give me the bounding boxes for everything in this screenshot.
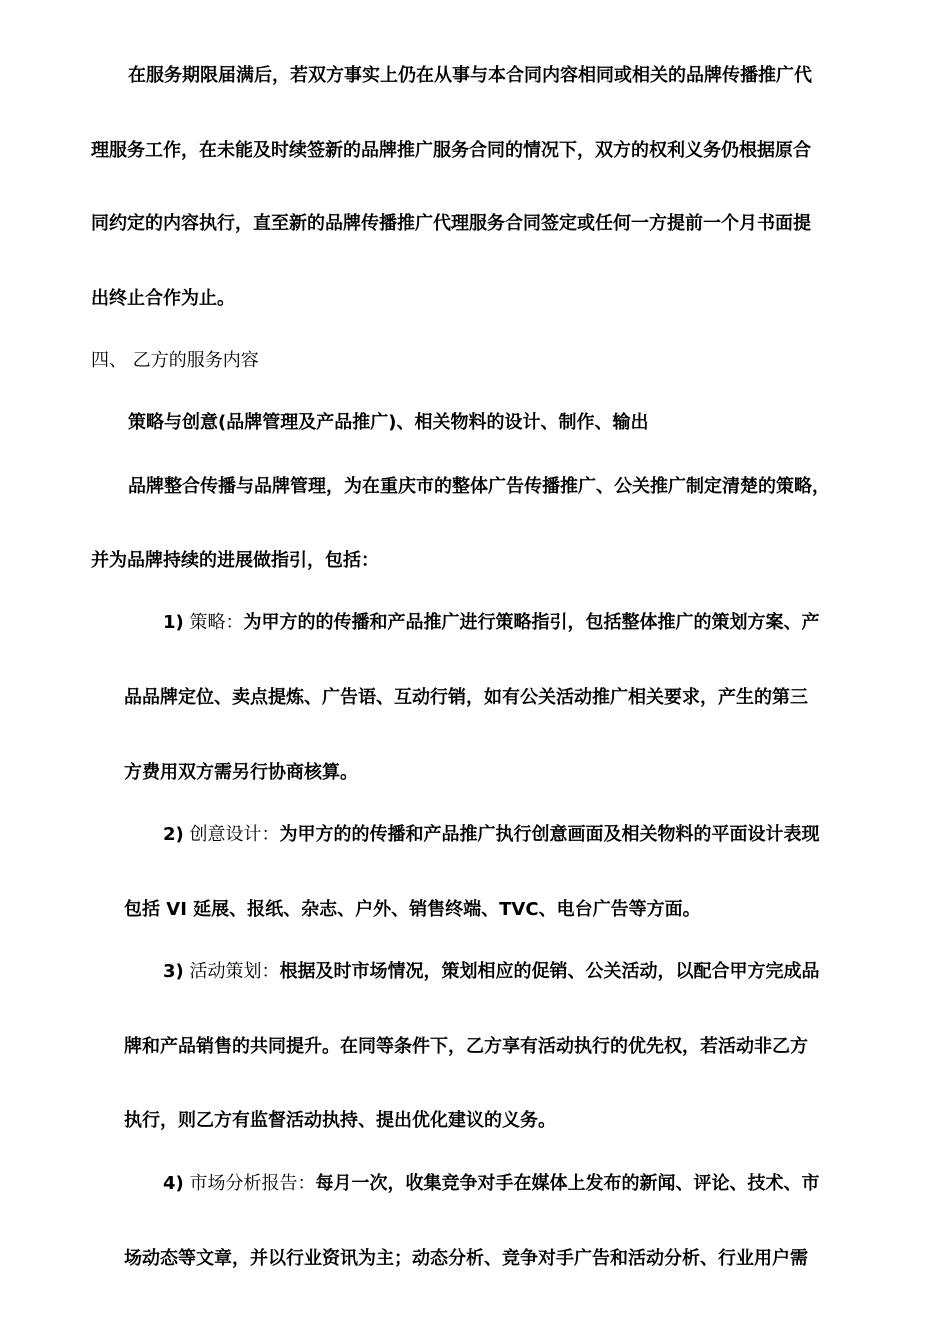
- item-number: 1): [163, 612, 184, 633]
- item-number: 3): [163, 961, 184, 982]
- item-number: 2): [163, 824, 184, 845]
- item-number: 4): [163, 1173, 184, 1194]
- list-item-first-line: [163, 1173, 820, 1195]
- item-text: 执行，则乙方有监督活动执持、提出优化建议的义务。: [124, 1110, 556, 1131]
- intro-line: 并为品牌持续的进展做指引，包括：: [91, 550, 379, 571]
- paragraph-line: 在服务期限届满后，若双方事实上仍在从事与本合同内容相同或相关的品牌传播推广代: [128, 65, 812, 86]
- item-text: 根据及时市场情况，策划相应的促销、公关活动，以配合甲方完成品: [279, 961, 820, 982]
- paragraph-line: 出终止合作为止。: [91, 288, 235, 309]
- item-text: 方费用双方需另行协商核算。: [124, 762, 358, 783]
- item-text: 品品牌定位、卖点提炼、广告语、互动行销，如有公关活动推广相关要求，产生的第三: [124, 687, 808, 708]
- item-text: 场动态等文章，并以行业资讯为主；动态分析、竞争对手广告和活动分析、行业用户需: [124, 1248, 808, 1269]
- item-text: 包括 VI 延展、报纸、杂志、户外、销售终端、TVC、电台广告等方面。: [124, 899, 701, 920]
- item-label: 活动策划：: [189, 961, 280, 982]
- section-heading: 四、 乙方的服务内容: [91, 350, 259, 371]
- paragraph-line: 同约定的内容执行，直至新的品牌传播推广代理服务合同签定或任何一方提前一个月书面提: [91, 213, 811, 234]
- list-item-first-line: [163, 612, 820, 634]
- section-subheading: 策略与创意(品牌管理及产品推广)、相关物料的设计、制作、输出: [128, 412, 649, 433]
- paragraph-line: 理服务工作，在未能及时续签新的品牌推广服务合同的情况下，双方的权利义务仍根据原合: [91, 140, 811, 161]
- item-text: 每月一次，收集竞争对手在媒体上发布的新闻、评论、技术、市: [315, 1173, 820, 1194]
- list-item-first-line: [163, 961, 820, 983]
- intro-line: 品牌整合传播与品牌管理，为在重庆市的整体广告传播推广、公关推广制定清楚的策略，: [128, 476, 830, 497]
- item-label: 市场分析报告：: [189, 1173, 316, 1194]
- list-item-first-line: [163, 824, 820, 846]
- item-label: 策略：: [189, 612, 244, 633]
- item-text: 牌和产品销售的共同提升。在同等条件下，乙方享有活动执行的优先权，若活动非乙方: [124, 1036, 808, 1057]
- item-label: 创意设计：: [189, 824, 280, 845]
- item-text: 为甲方的的传播和产品推广进行策略指引，包括整体推广的策划方案、产: [243, 612, 820, 633]
- item-text: 为甲方的的传播和产品推广执行创意画面及相关物料的平面设计表现: [279, 824, 820, 845]
